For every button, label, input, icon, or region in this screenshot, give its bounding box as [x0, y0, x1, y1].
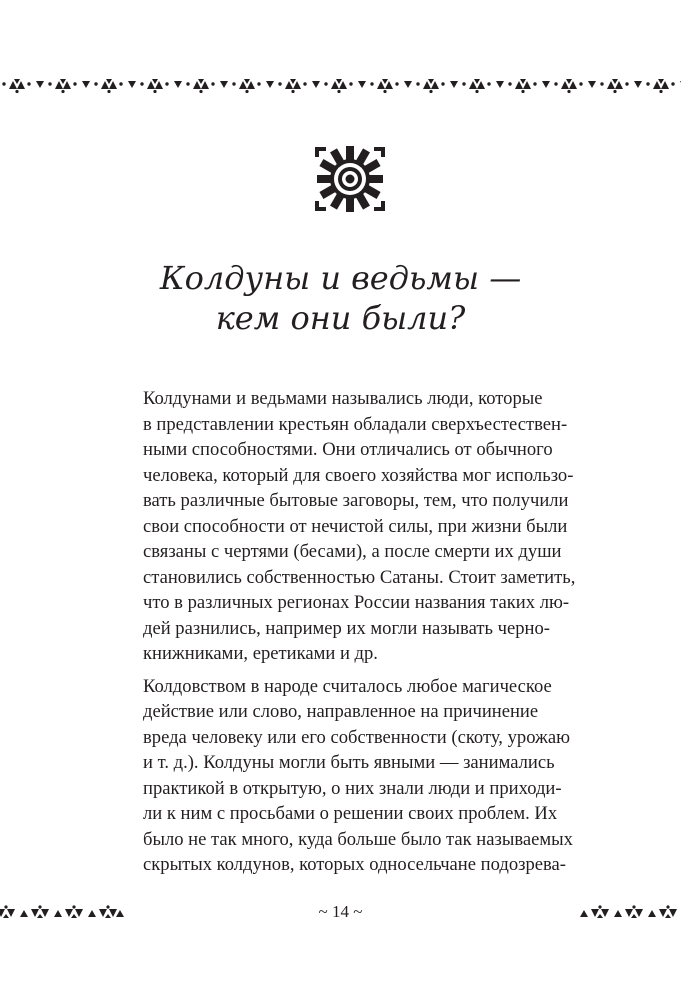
text-line: практикой в открытую, о них знали люди и приходи- — [143, 777, 562, 799]
sun-emblem-icon — [314, 143, 386, 215]
text-line: вреда человеку или его собственности (скоту, урожаю — [143, 726, 571, 748]
text-line: в представлении крестьян обладали сверхъестествен- — [143, 413, 568, 435]
text-line: связаны с чертями (бесами), а после смерти их души — [143, 541, 562, 562]
chapter-title-line-1: Колдуны и ведьмы — — [159, 259, 522, 297]
text-line: вать различные бытовые заговоры, тем, что получили — [143, 490, 569, 511]
page-number: ~ 14 ~ — [318, 902, 363, 921]
text-line: Колдовством в народе считалось любое магическое — [143, 675, 552, 697]
chapter-title-line-2: кем они были? — [215, 299, 466, 337]
text-line: действие или слово, направленное на причинение — [143, 701, 539, 722]
text-line: что в различных регионах России названия таких лю- — [143, 592, 570, 613]
text-line: становились собственностью Сатаны. Стоит заметить, — [143, 566, 576, 588]
text-line: Колдунами и ведьмами назывались люди, которые — [143, 388, 543, 409]
text-line: было не так много, куда больше было так называемых — [143, 828, 573, 850]
chapter-title — [0, 258, 681, 338]
text-line: свои способности от нечистой силы, при жизни были — [143, 515, 568, 537]
text-line: ли к ним с просьбами о решении своих проблем. Их — [143, 803, 558, 824]
text-line: ными способностями. Они отличались от обычного — [143, 439, 553, 460]
text-line: книжниками, еретиками и др. — [143, 643, 378, 664]
text-line: человека, который для своего хозяйства мог использо- — [143, 464, 574, 486]
text-line: и т. д.). Колдуны могли быть явными — занимались — [143, 752, 555, 773]
body-text — [143, 386, 576, 878]
top-ornament-border — [0, 70, 681, 102]
text-line: скрытых колдунов, которых односельчане подозрева- — [143, 854, 566, 875]
text-line: дей разнились, например их могли называть черно- — [143, 617, 550, 639]
